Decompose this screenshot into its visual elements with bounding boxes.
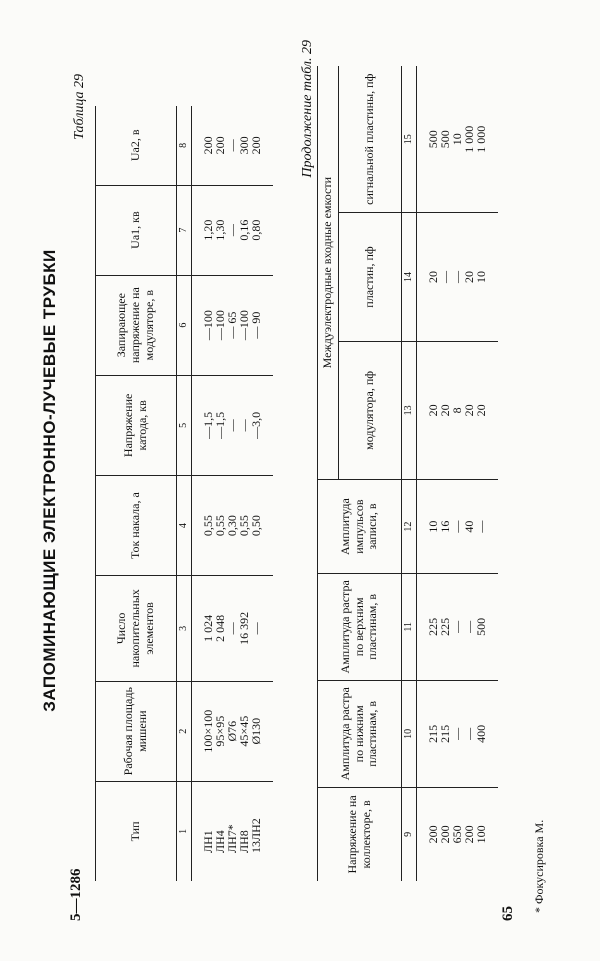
header-cutoff-voltage: Запирающее напряжение на модуляторе, в	[96, 275, 177, 375]
col-number: 5	[177, 375, 192, 475]
col-number: 7	[177, 185, 192, 275]
page-heading: ЗАПОМИНАЮЩИЕ ЭЛЕКТРОННО-ЛУЧЕВЫЕ ТРУБКИ	[40, 249, 59, 712]
table-cell: 20	[462, 271, 476, 284]
table-cell: ЛН1	[201, 830, 215, 853]
table-cell: —	[225, 224, 239, 237]
column-collector-voltage	[417, 787, 499, 881]
col-number: 10	[402, 680, 417, 787]
table-cell: —	[438, 271, 452, 284]
column-signal-plate-capacitance	[417, 66, 499, 213]
table-cell: 45×45	[237, 715, 251, 747]
table-cell: 0,16	[237, 219, 251, 241]
table-cell: 650	[450, 825, 464, 844]
table-cell: 1 024	[201, 614, 215, 642]
table-cell: — 90	[249, 311, 263, 339]
table-cell: ЛН4	[213, 830, 227, 853]
table-cell: 300	[237, 136, 251, 155]
table-cell: 0,55	[201, 515, 215, 537]
table-cell: 16	[438, 520, 452, 533]
table-cell: —	[462, 727, 476, 740]
column-raster-upper	[417, 573, 499, 680]
table-cell: 0,30	[225, 515, 239, 537]
table-cell: 225	[438, 617, 452, 636]
table-cell: —	[474, 520, 488, 533]
table-cell: 20	[426, 271, 440, 284]
col-number: 12	[402, 480, 417, 574]
table-cell: —1,5	[213, 411, 227, 439]
table-cell: 200	[201, 136, 215, 155]
header-cathode-voltage: Напряжение катода, кв	[96, 375, 177, 475]
table-cell: —	[450, 727, 464, 740]
table-cell: ЛН8	[237, 830, 251, 853]
table-cell: 13ЛН2	[249, 818, 263, 853]
header-heater-current: Ток накала, а	[96, 475, 177, 575]
continuation-table	[317, 66, 498, 881]
subheader-modulator: модулятора, пф	[339, 341, 402, 480]
table-cell: ЛН7*	[225, 824, 239, 853]
column-cathode-voltage	[192, 375, 274, 475]
col-number: 11	[402, 573, 417, 680]
table-cell: 400	[474, 724, 488, 743]
table-body-row	[417, 66, 499, 881]
table-cell: 1 000	[462, 125, 476, 153]
column-storage-elements	[192, 576, 274, 681]
header-capacitances-group: Междуэлектродные входные емкости	[318, 66, 339, 480]
table-cell: Ø76	[225, 720, 239, 742]
table-cell: Ø130	[249, 717, 263, 745]
column-modulator-capacitance	[417, 341, 499, 480]
table-cell: 8	[450, 407, 464, 414]
table-cell: 20	[462, 404, 476, 417]
table-cell: 200	[438, 825, 452, 844]
table-cell: 500	[474, 617, 488, 636]
col-number: 13	[402, 341, 417, 480]
table-cell: —	[225, 622, 239, 635]
column-heater-current	[192, 475, 274, 575]
col-number: 4	[177, 475, 192, 575]
table-cell: 215	[438, 724, 452, 743]
table-cell: —	[462, 620, 476, 633]
table-cell: 100×100	[201, 709, 215, 753]
table-cell: 500	[426, 130, 440, 149]
table-cell: 0,55	[213, 515, 227, 537]
page-number: 65	[500, 906, 516, 921]
main-table	[95, 106, 273, 881]
subheader-signal-plate: сигнальной пластины, пф	[339, 66, 402, 213]
table-cell: 1,30	[213, 219, 227, 241]
table-cell: 2 048	[213, 614, 227, 642]
header-type: Тип	[128, 821, 143, 842]
table-cell: —3,0	[249, 411, 263, 439]
table-cell: —100	[237, 310, 251, 341]
header-raster-lower: Амплитуда растра по нижним пластинам, в	[318, 680, 402, 787]
table-cell: —	[237, 419, 251, 432]
table-cell: 10	[426, 520, 440, 533]
table-cell: 10	[474, 271, 488, 284]
col-number: 2	[177, 681, 192, 781]
header-write-pulse: Амплитуда импульсов записи, в	[318, 480, 402, 574]
table-cell: —	[225, 139, 239, 152]
col-number: 1	[177, 781, 192, 881]
column-write-pulse	[417, 480, 499, 574]
header-collector-voltage: Напряжение на коллекторе, в	[344, 795, 373, 874]
table-cell: 0,55	[237, 515, 251, 537]
table-cell: 0,80	[249, 219, 263, 241]
table-cell: —	[450, 271, 464, 284]
table-body-row	[192, 106, 274, 881]
col-number: 8	[177, 106, 192, 185]
table-cell: 20	[438, 404, 452, 417]
col-number: 6	[177, 275, 192, 375]
table-cell: —100	[201, 310, 215, 341]
table-cell: —100	[213, 310, 227, 341]
table-cell: —	[450, 620, 464, 633]
column-plates-capacitance	[417, 213, 499, 341]
table-cell: 0,50	[249, 515, 263, 537]
column-ua1	[192, 185, 274, 275]
table-cell: —	[225, 419, 239, 432]
table-cell: 500	[438, 130, 452, 149]
header-raster-upper: Амплитуда растра по верхним пластинам, в	[318, 573, 402, 680]
table-cell: 215	[426, 724, 440, 743]
column-cutoff-voltage	[192, 275, 274, 375]
table-cell: 200	[213, 136, 227, 155]
table-caption: Таблица 29	[72, 74, 87, 140]
table-cell: 16 392	[237, 611, 251, 645]
column-raster-lower	[417, 680, 499, 787]
page-code: 5—1286	[68, 868, 84, 921]
col-number: 15	[402, 66, 417, 213]
table-cell: 200	[462, 825, 476, 844]
table-cell: 200	[249, 136, 263, 155]
table-cell: 10	[450, 133, 464, 146]
header-ua2: Uа2, в	[96, 106, 177, 185]
subheader-plates: пластин, пф	[339, 213, 402, 341]
table-cell: 95×95	[213, 715, 227, 747]
table-cell: 100	[474, 825, 488, 844]
column-ua2	[192, 106, 274, 185]
table-cell: 20	[426, 404, 440, 417]
table-cell: — 65	[225, 311, 239, 339]
table-cell: 200	[426, 825, 440, 844]
column-type	[192, 781, 274, 881]
table-cell: 1 000	[474, 125, 488, 153]
table-cell: —	[249, 622, 263, 635]
column-target-area	[192, 681, 274, 781]
table-cell: 20	[474, 404, 488, 417]
table-cell: 225	[426, 617, 440, 636]
header-target-area: Рабочая площадь мишени	[96, 681, 177, 781]
continuation-caption: Продолжение табл. 29	[300, 40, 315, 178]
col-number: 3	[177, 576, 192, 681]
table-cell: —	[450, 520, 464, 533]
header-ua1: Uа1, кв	[96, 185, 177, 275]
col-number: 14	[402, 213, 417, 341]
table-cell: 1,20	[201, 219, 215, 241]
table-cell: —1,5	[201, 411, 215, 439]
header-storage-elements: Число накопительных элементов	[96, 576, 177, 681]
col-number: 9	[402, 787, 417, 881]
footnote: * Фокусировка М.	[532, 819, 546, 913]
table-cell: 40	[462, 520, 476, 533]
